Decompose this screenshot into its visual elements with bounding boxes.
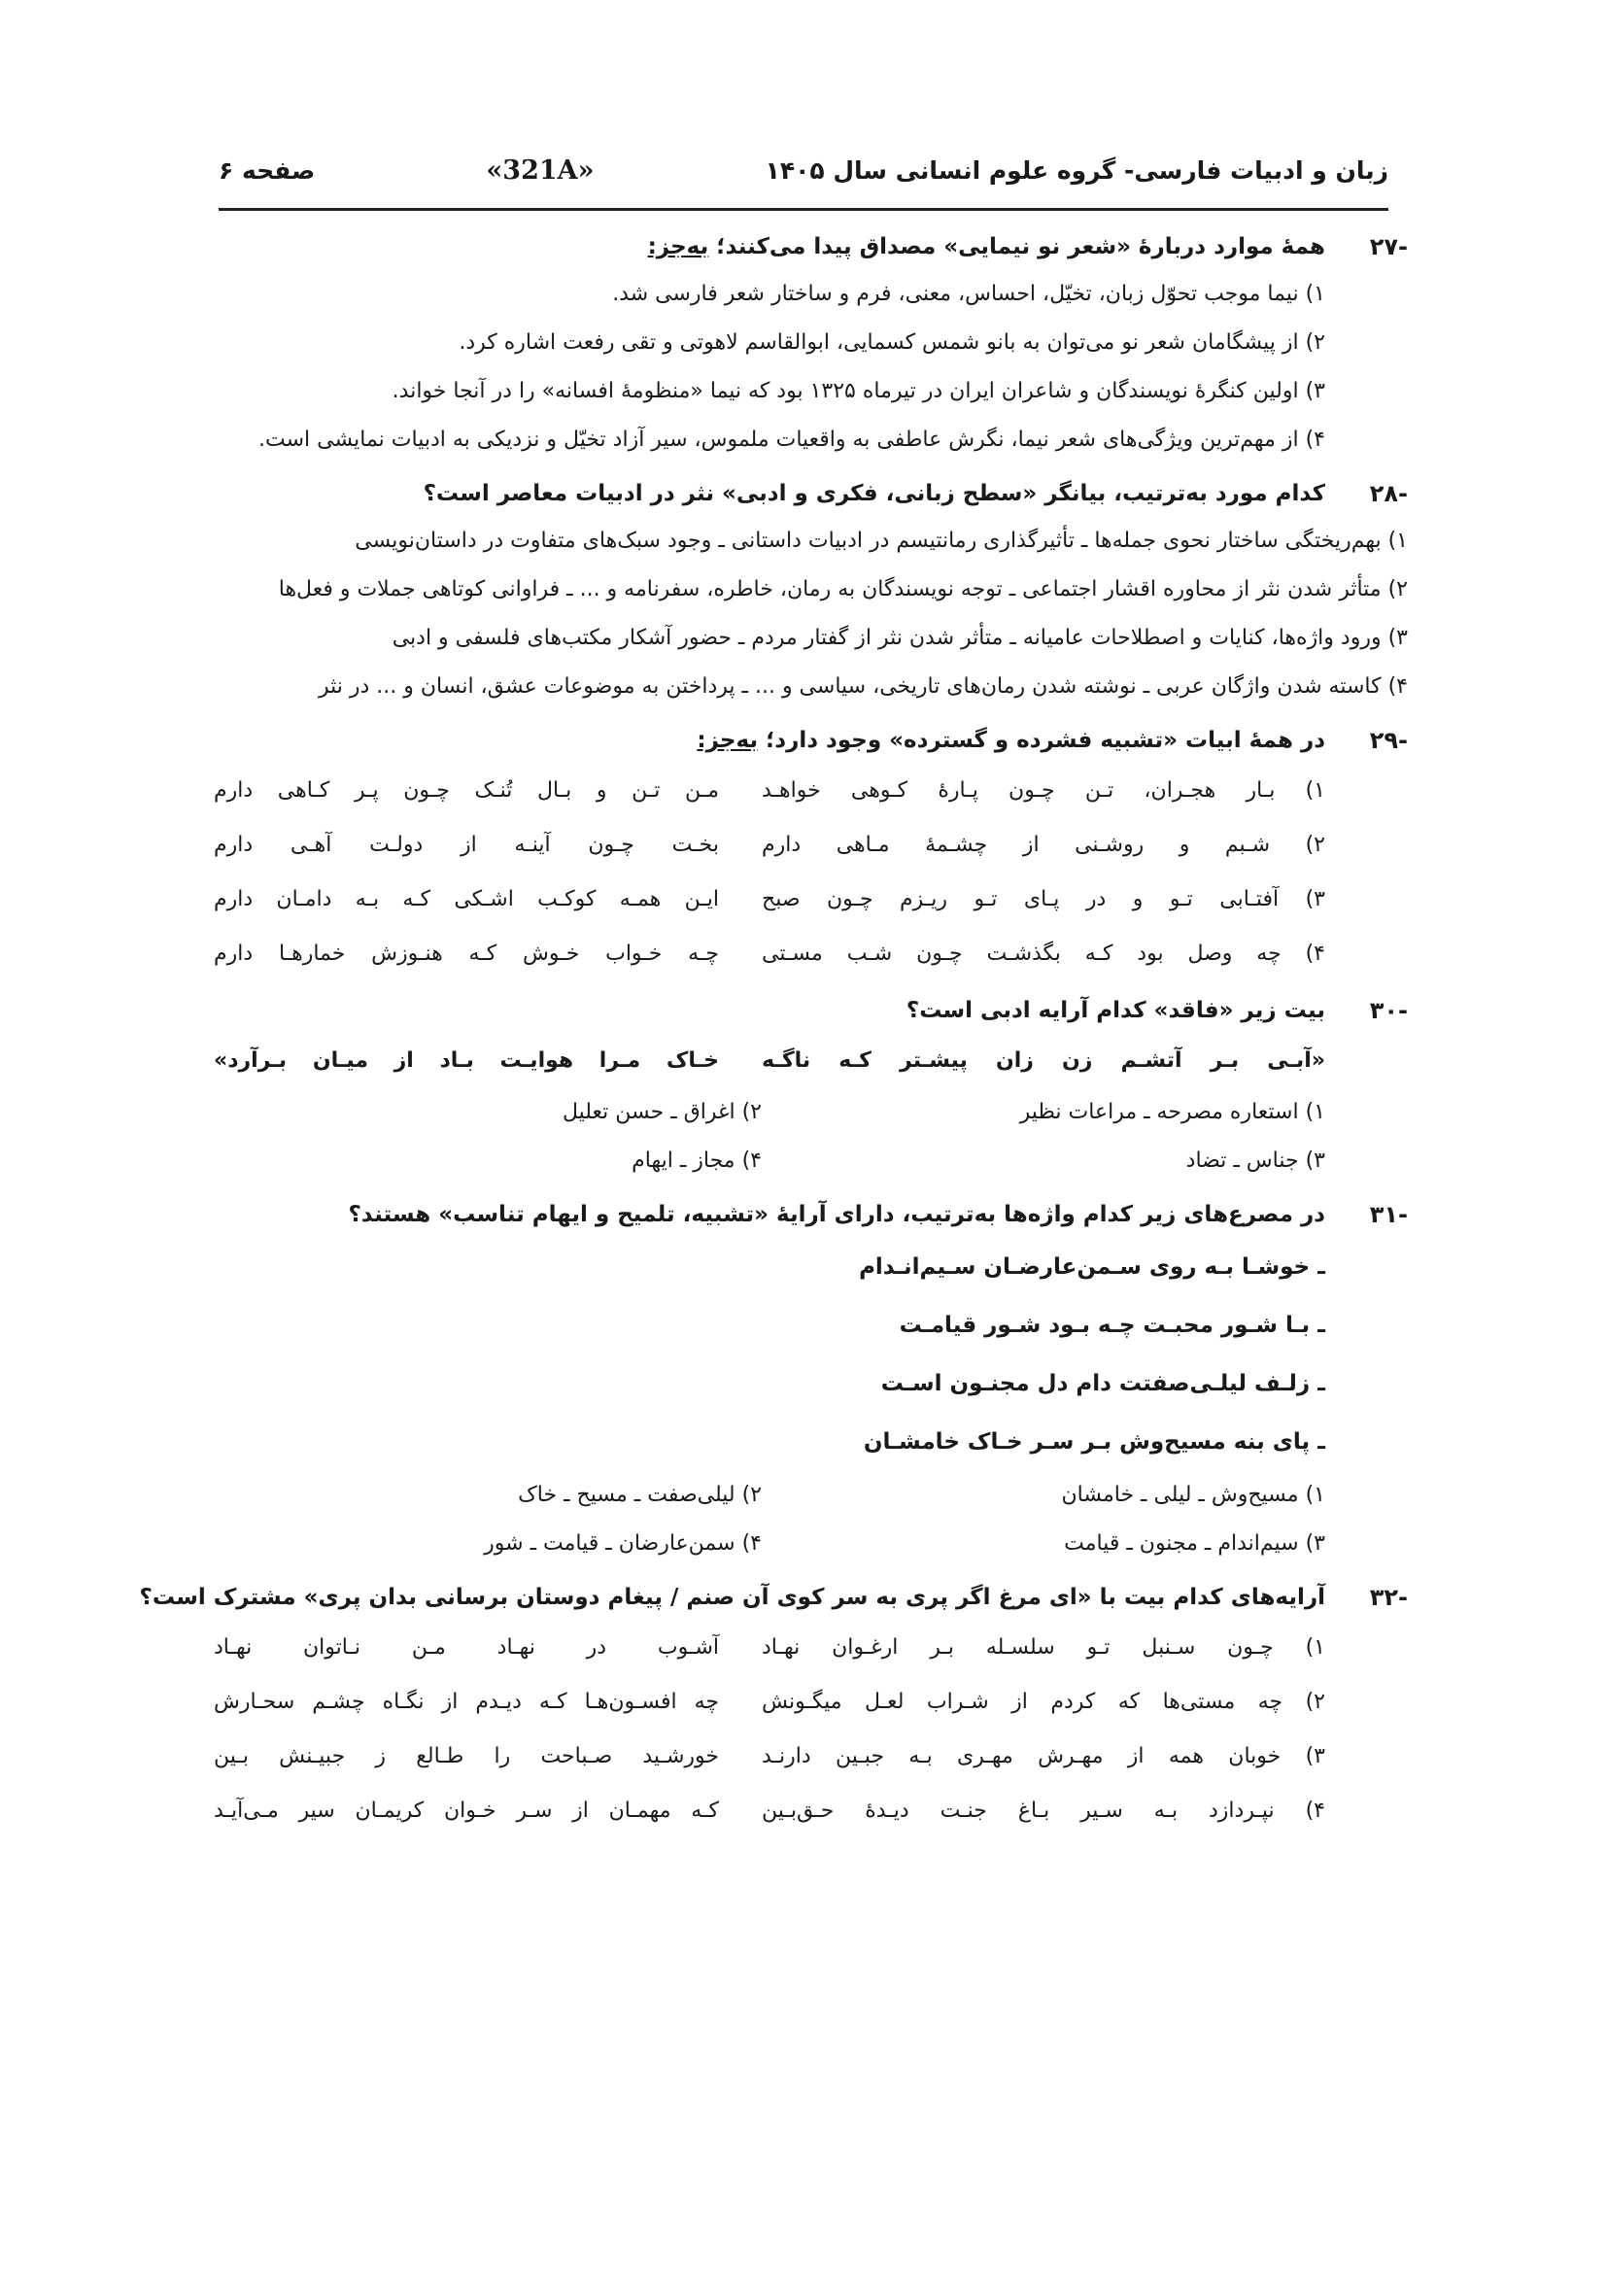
option-3[interactable]: ۳) سیم‌اندام ـ مجنون ـ قیامت — [1064, 1531, 1325, 1556]
page-number: صفحه ۶ — [219, 155, 316, 185]
question-stem — [199, 223, 1325, 270]
hemistich: ـ خوشـا بـه روی سـمن‌عارضـان سـیم‌انـدام — [859, 1254, 1325, 1280]
stem-except: به‌جز: — [697, 728, 759, 753]
verse-second-hemistich: چه افسـون‌هـا کـه دیـدم از نگـاه چشـم سحـارش — [214, 1690, 719, 1714]
option-1[interactable]: ۱) نیما موجب تحوّل زبان، تخیّل، احساس، معنی، فرم و ساختار شعر فارسی شد. — [612, 282, 1325, 306]
question-31 — [199, 1191, 1408, 1568]
question-30 — [199, 987, 1408, 1185]
option-3[interactable] — [199, 873, 1325, 927]
verse-second-hemistich: کـه مهمـان از سـر خـوان کریمـان سیر مـی‌آیـد — [214, 1799, 719, 1823]
verse-first-hemistich: «آبـی بـر آتشـم زن زان پیشـتر کـه ناگـه — [762, 1048, 1325, 1073]
verse-first-hemistich: ۳) آفتـابی تـو و در پـای تـو ریـزم چـون صبح — [762, 887, 1325, 911]
hemistich: ـ بـا شـور محبـت چـه بـود شـور قیامـت — [899, 1313, 1325, 1338]
question-stem: آرایه‌های کدام بیت با «ای مرغ اگر پری به سر کوی آن صنم / پیغام دوستان برسانی بدان پری» مشترک است؟ — [139, 1585, 1325, 1610]
option-2[interactable]: ۲) متأثر شدن نثر از محاوره اقشار اجتماعی ـ توجه نویسندگان به رمان، خاطره، سفرنامه و ... ـ فراوانی کوتاهی جملات و فعل‌ها — [278, 577, 1408, 601]
option-2[interactable]: ۲) از پیشگامان شعر نو می‌توان به بانو شمس کسمایی، ابوالقاسم لاهوتی و تقی رفعت اشاره کرد. — [459, 330, 1325, 355]
verse-second-hemistich: بخـت چـون آینـه از دولـت آهـی دارم — [214, 833, 719, 857]
option-2[interactable] — [199, 818, 1325, 873]
option-2[interactable] — [199, 1675, 1325, 1730]
option-1[interactable] — [199, 1621, 1325, 1675]
stem-text: همهٔ موارد دربارهٔ «شعر نو نیمایی» مصداق پیدا می‌کنند؛ — [716, 234, 1325, 259]
option-1[interactable]: ۱) بهم‌ریختگی ساختار نحوی جمله‌ها ـ تأثیرگذاری رمانتیسم در ادبیات داستانی ـ وجود سبک‌های متفاوت در داستان‌نویسی — [355, 529, 1408, 553]
option-1[interactable]: ۱) مسیح‌وش ـ لیلی ـ خامشان — [1061, 1483, 1325, 1507]
question-stem: در مصرع‌های زیر کدام واژه‌ها به‌ترتیب، دارای آرایهٔ «تشبیه، تلمیح و ایهام تناسب» هستند؟ — [348, 1202, 1325, 1227]
options-row — [199, 1088, 1325, 1137]
question-32 — [139, 1574, 1408, 1838]
verse-second-hemistich: چـه خـواب خـوش کـه هنـوزش خمارهـا دارم — [214, 942, 719, 966]
question-stem — [199, 717, 1325, 764]
option-2[interactable]: ۲) اغراق ـ حسن تعلیل — [562, 1100, 762, 1124]
verse-first-hemistich: ۲) چه مستی‌ها که کردم از شـراب لعـل میگـونش — [762, 1690, 1325, 1714]
hemistich: ـ پای بنه مسیح‌وش بـر سـر خـاک خامشـان — [863, 1429, 1325, 1455]
option-4[interactable] — [199, 927, 1325, 981]
question-number: -۳۲ — [1369, 1584, 1408, 1611]
question-number: -۲۷ — [1369, 233, 1408, 260]
question-27 — [199, 223, 1408, 464]
hemistich: ـ زلـف لیلـی‌صفتت دام دل مجنـون اسـت — [880, 1371, 1325, 1396]
verse-second-hemistich: ایـن همـه کوکـب اشـکی کـه بـه دامـان دارم — [214, 887, 719, 911]
question-number: -۲۹ — [1369, 727, 1408, 754]
option-4[interactable]: ۴) کاسته شدن واژگان عربی ـ نوشته شدن رمان‌های تاریخی، سیاسی و ... ـ پرداختن به موضوعات عشق، انسان و ... در نثر — [318, 674, 1408, 699]
verse-first-hemistich: ۴) چه وصل بود کـه بگذشـت چـون شـب مسـتی — [762, 942, 1325, 966]
options-row — [199, 1137, 1325, 1185]
header-divider — [219, 208, 1388, 211]
verse-first-hemistich: ۳) خوبان همه از مهـرش مهـری بـه جبـین دارنـد — [762, 1744, 1325, 1768]
verse-second-hemistich: مـن تـن و بـال تُنـک چـون پـر کـاهی دارم — [214, 778, 719, 803]
question-number: -۳۰ — [1369, 997, 1408, 1024]
question-28 — [199, 470, 1408, 711]
booklet-code: «321A» — [486, 154, 595, 186]
questions — [139, 223, 1408, 1844]
page-header — [219, 146, 1388, 194]
verse-second-hemistich: آشـوب در نهـاد مـن نـاتوان نهـاد — [214, 1635, 719, 1660]
question-29 — [199, 717, 1408, 981]
option-3[interactable]: ۳) ورود واژه‌ها، کنایات و اصطلاحات عامیانه ـ متأثر شدن نثر از گفتار مردم ـ حضور آشکار مکتب‌های فلسفی و ادبی — [392, 626, 1408, 650]
option-4[interactable]: ۴) سمن‌عارضان ـ قیامت ـ شور — [484, 1531, 762, 1556]
option-3[interactable]: ۳) اولین کنگرهٔ نویسندگان و شاعران ایران در تیرماه ۱۳۲۵ بود که نیما «منظومهٔ افسانه» را در آنجا خواند. — [392, 379, 1325, 403]
exam-title: زبان و ادبیات فارسی- گروه علوم انسانی سال ۱۴۰۵ — [765, 155, 1388, 185]
options-row — [199, 1471, 1325, 1520]
option-2[interactable]: ۲) لیلی‌صفت ـ مسیح ـ خاک — [518, 1483, 762, 1507]
verse-first-hemistich: ۱) بـار هجـران، تـن چـون پـارهٔ کـوهی خواهـد — [762, 778, 1325, 803]
question-number: -۳۱ — [1369, 1201, 1408, 1228]
option-3[interactable]: ۳) جناس ـ تضاد — [1185, 1148, 1325, 1173]
option-4[interactable]: ۴) از مهم‌ترین ویژگی‌های شعر نیما، نگرش عاطفی به واقعیات ملموس، سیر آزاد تخیّل و نزدیکی به ادبیات نمایشی است. — [258, 428, 1325, 452]
question-stem: کدام مورد به‌ترتیب، بیانگر «سطح زبانی، فکری و ادبی» نثر در ادبیات معاصر است؟ — [423, 481, 1325, 506]
options-row — [199, 1520, 1325, 1568]
question-number: -۲۸ — [1369, 480, 1408, 507]
quoted-verse — [199, 1034, 1325, 1088]
verse-first-hemistich: ۲) شـبم و روشـنی از چشـمهٔ مـاهی دارم — [762, 833, 1325, 857]
verse-first-hemistich: ۱) چـون سـنبل تـو سلسـله بـر ارغـوان نهـاد — [762, 1635, 1325, 1660]
verse-first-hemistich: ۴) نپـردازد بـه سـیر بـاغ جنـت دیـدهٔ حـق‌بـین — [762, 1799, 1325, 1823]
stem-except: به‌جز: — [647, 234, 709, 259]
option-1[interactable]: ۱) استعاره مصرحه ـ مراعات نظیر — [1019, 1100, 1325, 1124]
option-3[interactable] — [199, 1730, 1325, 1784]
verse-second-hemistich: خـاک مـرا هوایـت بـاد از میـان بـرآرد» — [214, 1048, 719, 1073]
stem-text: در همهٔ ابیات «تشبیه فشرده و گسترده» وجود دارد؛ — [766, 728, 1325, 753]
verse-second-hemistich: خورشـید صـباحت را طـالع ز جبیـنش بـین — [214, 1744, 719, 1768]
option-4[interactable] — [199, 1784, 1325, 1838]
question-stem: بیت زیر «فاقد» کدام آرایه ادبی است؟ — [906, 998, 1325, 1023]
option-1[interactable] — [199, 764, 1325, 818]
option-4[interactable]: ۴) مجاز ـ ایهام — [632, 1148, 762, 1173]
